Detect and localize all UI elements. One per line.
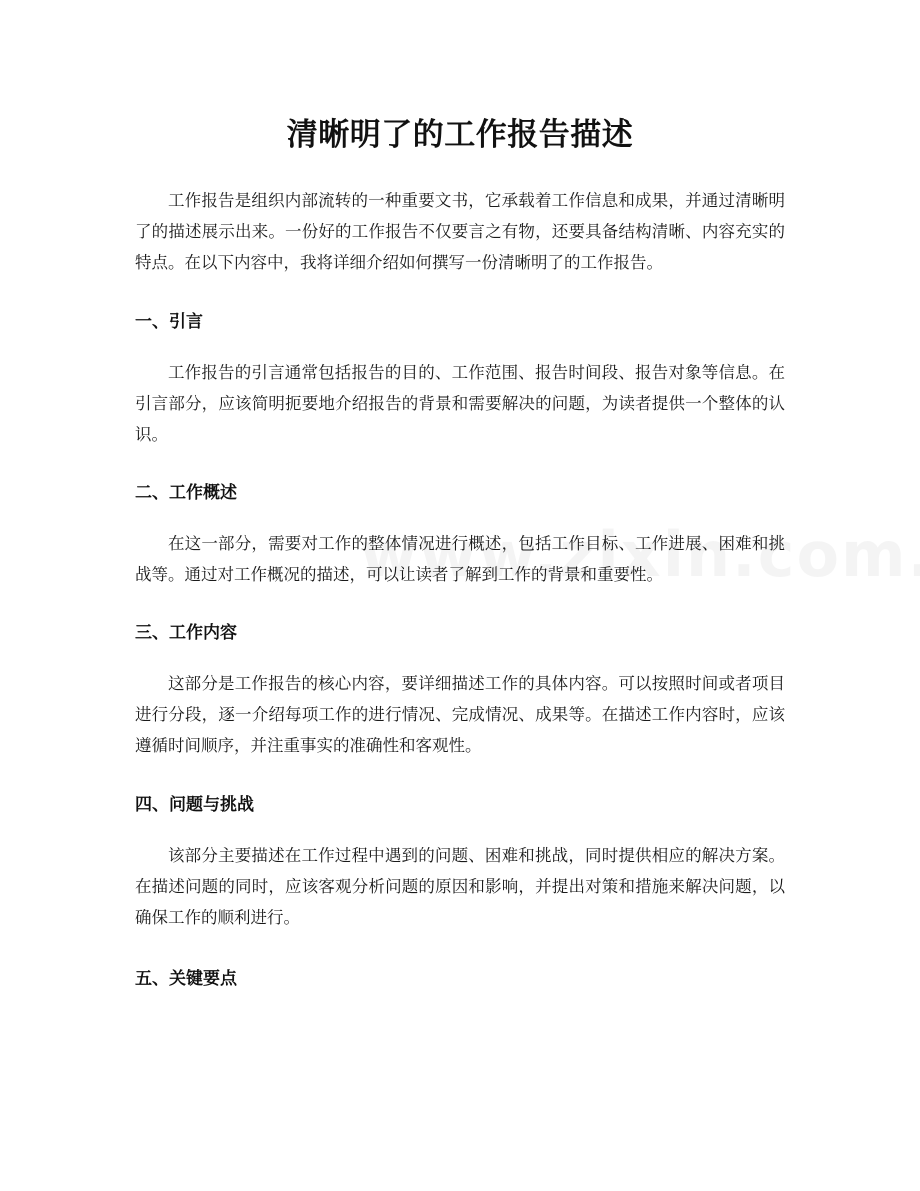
section-body-introduction: 工作报告的引言通常包括报告的目的、工作范围、报告时间段、报告对象等信息。在引言部分，应该简明扼要地介绍报告的背景和需要解决的问题，为读者提供一个整体的认识。 xyxy=(135,363,785,444)
intro-paragraph: 工作报告是组织内部流转的一种重要文书，它承载着工作信息和成果，并通过清晰明了的描述展示出来。一份好的工作报告不仅要言之有物，还要具备结构清晰、内容充实的特点。在以下内容中，我将详细介绍如何撰写一份清晰明了的工作报告。 xyxy=(135,191,785,272)
section-heading-introduction: 一、引言 xyxy=(135,312,203,332)
section-heading-content: 三、工作内容 xyxy=(135,623,237,643)
section-body-content: 这部分是工作报告的核心内容，要详细描述工作的具体内容。可以按照时间或者项目进行分段，逐一介绍每项工作的进行情况、完成情况、成果等。在描述工作内容时，应该遵循时间顺序，并注重事实的准确性和客观性。 xyxy=(135,674,785,755)
section-heading-key-points: 五、关键要点 xyxy=(135,969,237,989)
section-heading-problems: 四、问题与挑战 xyxy=(135,795,254,815)
section-heading-overview: 二、工作概述 xyxy=(135,483,237,503)
document-title: 清晰明了的工作报告描述 xyxy=(286,117,634,153)
section-body-overview: 在这一部分，需要对工作的整体情况进行概述，包括工作目标、工作进展、困难和挑战等。通过对工作概况的描述，可以让读者了解到工作的背景和重要性。 xyxy=(135,534,785,584)
section-body-problems: 该部分主要描述在工作过程中遇到的问题、困难和挑战，同时提供相应的解决方案。在描述问题的同时，应该客观分析问题的原因和影响，并提出对策和措施来解决问题，以确保工作的顺利进行。 xyxy=(135,846,785,927)
